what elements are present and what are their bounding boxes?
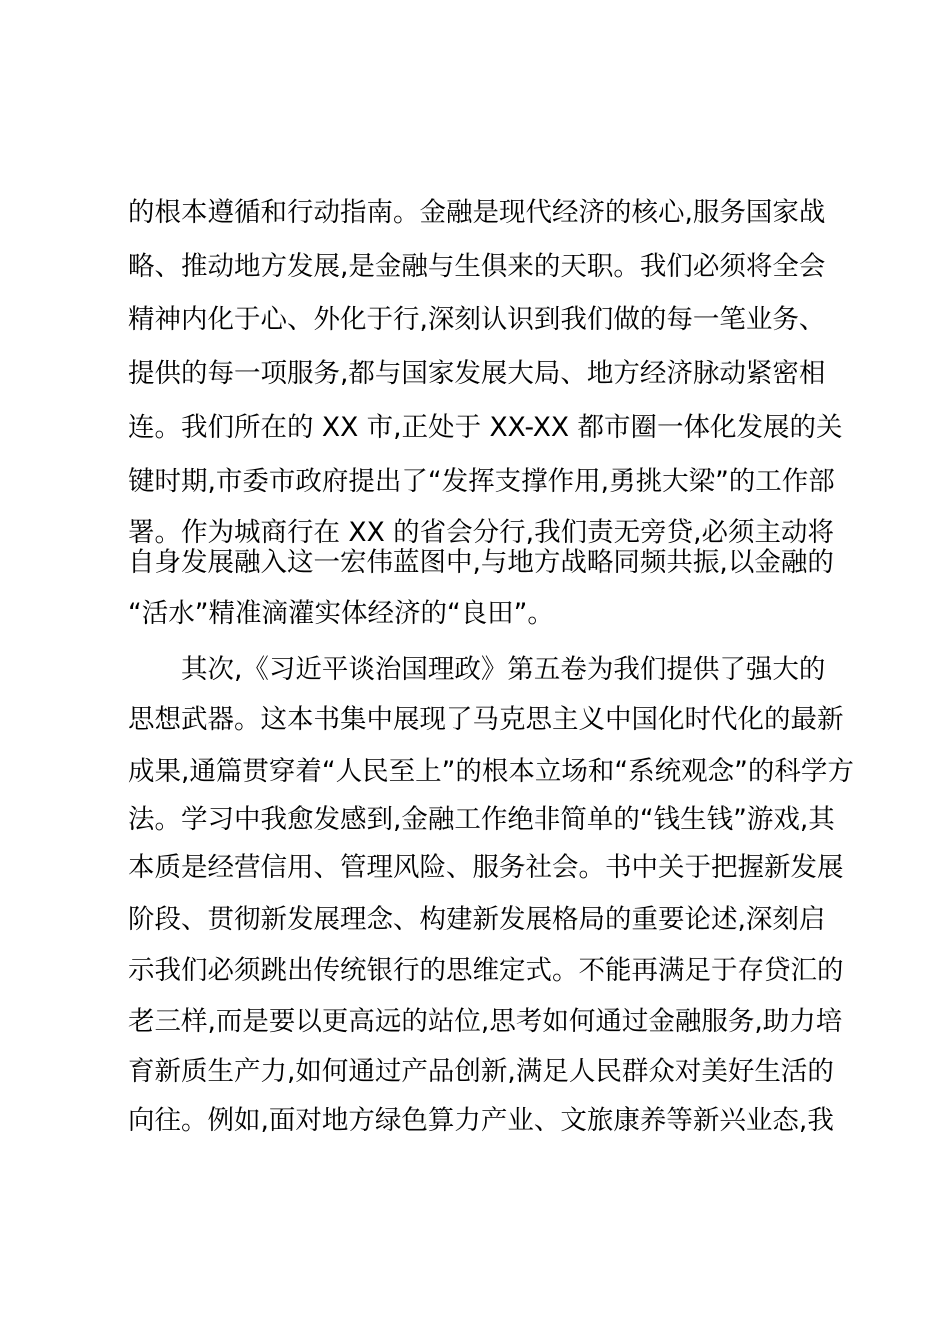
text-line: 的根本遵循和行动指南。金融是现代经济的核心,服务国家战 [128, 197, 826, 228]
text-line: 提供的每一项服务,都与国家发展大局、地方经济脉动紧密相 [128, 358, 826, 389]
text-line: 略、推动地方发展,是金融与生俱来的天职。我们必须将全会 [128, 251, 826, 282]
text-line: 精神内化于心、外化于行,深刻认识到我们做的每一笔业务、 [128, 304, 826, 335]
text-line: 其次,《习近平谈治国理政》第五卷为我们提供了强大的 [181, 654, 826, 685]
text-line: 成果,通篇贯穿着“人民至上”的根本立场和“系统观念”的科学方 [128, 756, 854, 787]
text-line: 阶段、贯彻新发展理念、构建新发展格局的重要论述,深刻启 [128, 904, 826, 935]
text-line: 法。学习中我愈发感到,金融工作绝非简单的“钱生钱”游戏,其 [128, 804, 835, 835]
text-line: 示我们必须跳出传统银行的思维定式。不能再满足于存贷汇的 [128, 955, 844, 986]
text-line: “活水”精准滴灌实体经济的“良田”。 [128, 598, 554, 629]
text-line: 本质是经营信用、管理风险、服务社会。书中关于把握新发展 [128, 852, 844, 883]
text-line: 连。我们所在的 XX 市,正处于 XX-XX 都市圈一体化发展的关 [128, 412, 843, 443]
text-line: 向往。例如,面对地方绿色算力产业、文旅康养等新兴业态,我 [128, 1105, 834, 1136]
text-line: 署。作为城商行在 XX 的省会分行,我们责无旁贷,必须主动将 [128, 517, 835, 548]
text-line: 思想武器。这本书集中展现了马克思主义中国化时代化的最新 [128, 704, 844, 735]
text-line: 育新质生产力,如何通过产品创新,满足人民群众对美好生活的 [128, 1056, 834, 1087]
text-line: 自身发展融入这一宏伟蓝图中,与地方战略同频共振,以金融的 [128, 547, 834, 578]
text-line: 老三样,而是要以更高远的站位,思考如何通过金融服务,助力培 [128, 1006, 843, 1037]
text-line: 键时期,市委市政府提出了“发挥支撑作用,勇挑大梁”的工作部 [128, 466, 835, 497]
